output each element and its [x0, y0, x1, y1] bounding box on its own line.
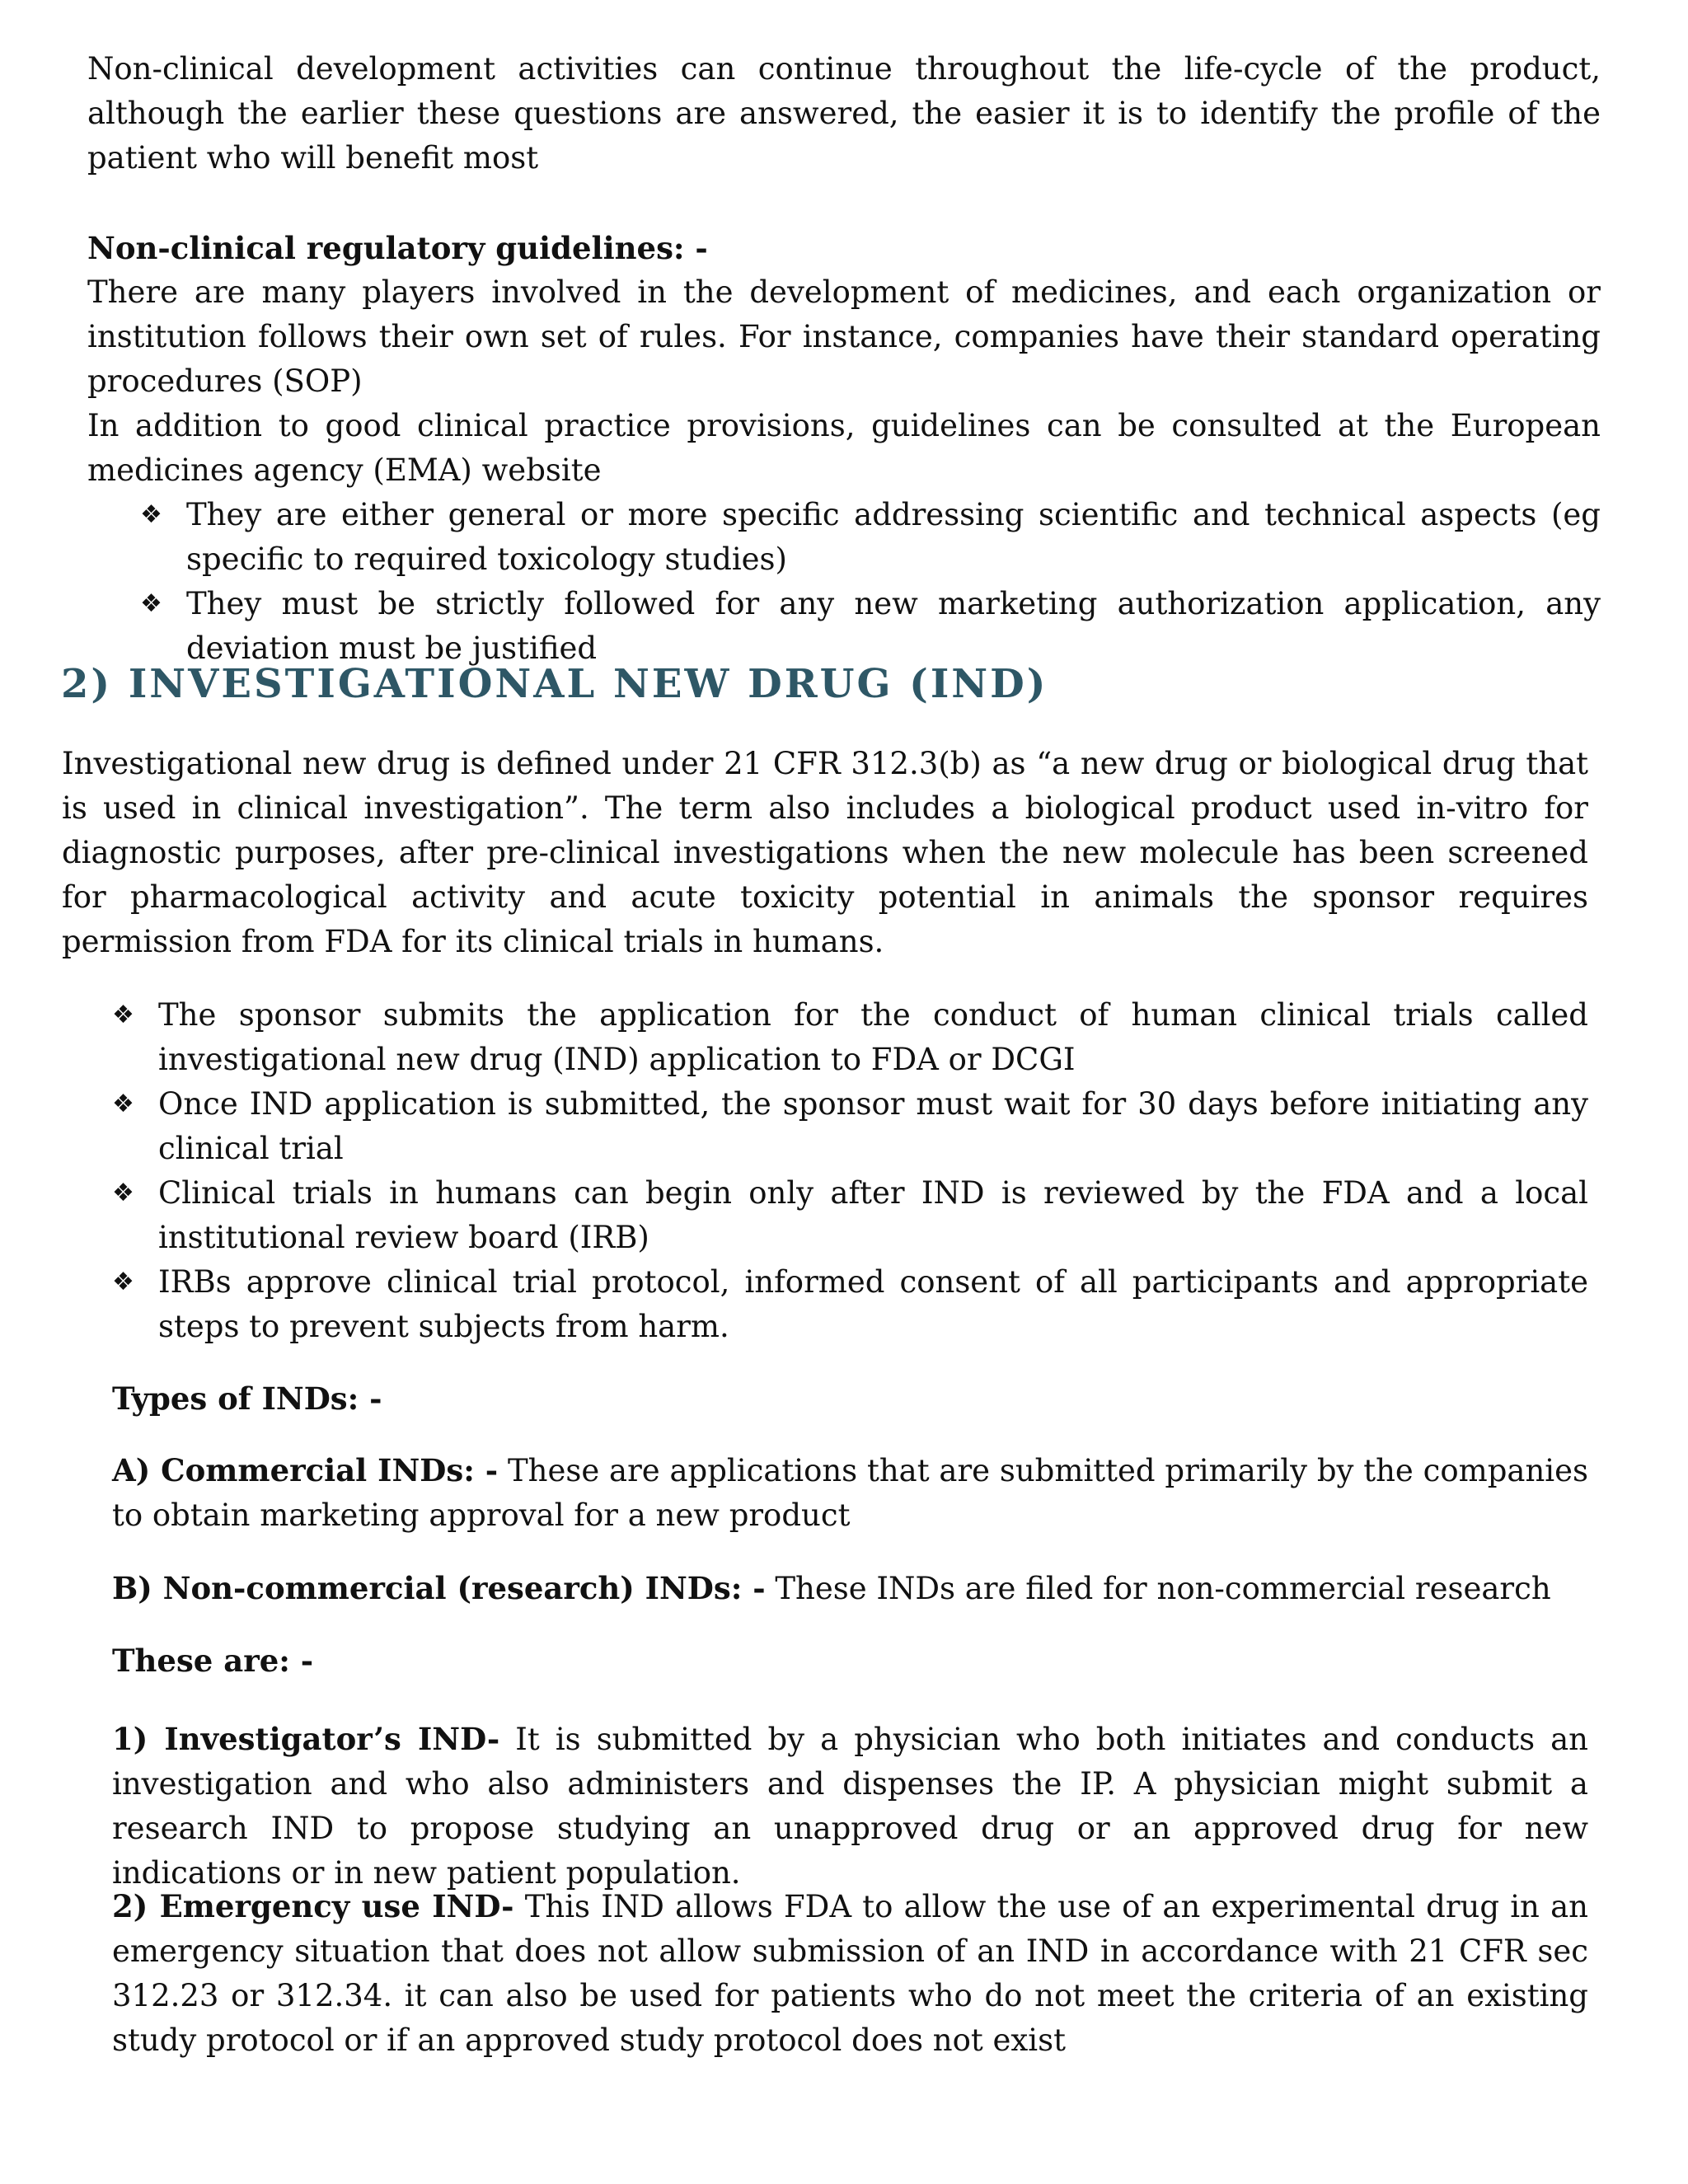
emergency-ind-paragraph — [112, 1884, 1588, 2063]
ind-definition-paragraph: Investigational new drug is defined under 21 CFR 312.3(b) as “a new drug or biological drug that is used in clinical investigation”. The term also includes a biological product used in-vitro for diagnostic purposes, after pre-clinical investigations when the new molecule has been screened for pharmacological activity and acute toxicity potential in animals the sponsor requires permission from FDA for its clinical trials in humans. — [62, 746, 1588, 959]
list-item: ❖ The sponsor submits the application for the conduct of human clinical trials called investigational new drug (IND) application to FDA or DCGI — [112, 993, 1588, 1082]
emergency-ind-text: This IND allows FDA to allow the use of an experimental drug in an emergency situation that does not allow submission of an IND in accordance with 21 CFR sec 312.23 or 312.34. it can also be used for patients who do not meet the criteria of an existing study protocol or if an approved study protocol does not exist — [112, 1889, 1588, 2058]
diamond-bullet-icon: ❖ — [140, 500, 162, 529]
investigator-ind-text: It is submitted by a physician who both initiates and conducts an investigation and who also administers and dispenses the IP. A physician might submit a research IND to propose studying an unapproved drug or an approved drug for new indications or in new patient population. — [112, 1722, 1589, 1891]
guidelines-title: Non-clinical regulatory guidelines: - — [87, 230, 708, 266]
list-item: ❖ IRBs approve clinical trial protocol, informed consent of all participants and appropriate steps to prevent subjects from harm. — [112, 1260, 1588, 1349]
intro-text: Non-clinical development activities can continue throughout the life-cycle of the product, although the earlier these questions are answered, the easier it is to identify the profile of the patient who will benefit most — [87, 51, 1601, 176]
type-a-label: A) Commercial INDs: - — [112, 1452, 499, 1488]
type-a-paragraph — [112, 1448, 1588, 1538]
ind-bullet-list — [112, 993, 1588, 1349]
guidelines-paragraph-2: In addition to good clinical practice provisions, guidelines can be consulted at the European medicines agency (EMA) website — [87, 408, 1601, 488]
diamond-bullet-icon: ❖ — [112, 1090, 134, 1118]
investigator-ind-label: 1) Investigator’s IND- — [112, 1721, 500, 1757]
type-b-label: B) Non-commercial (research) INDs: - — [112, 1570, 766, 1606]
list-item: ❖ Clinical trials in humans can begin only after IND is reviewed by the FDA and a local institutional review board (IRB) — [112, 1171, 1588, 1260]
diamond-bullet-icon: ❖ — [112, 1001, 134, 1029]
guidelines-section — [87, 226, 1601, 671]
diamond-bullet-icon: ❖ — [112, 1268, 134, 1296]
guidelines-bullet-list — [140, 493, 1601, 671]
diamond-bullet-icon: ❖ — [140, 589, 162, 618]
type-b-text: These INDs are filed for non-commercial research — [765, 1571, 1551, 1606]
list-item: ❖ They must be strictly followed for any new marketing authorization application, any deviation must be justified — [140, 582, 1601, 671]
list-item: ❖ They are either general or more specific addressing scientific and technical aspects (eg specific to required toxicology studies) — [140, 493, 1601, 582]
list-item: ❖ Once IND application is submitted, the sponsor must wait for 30 days before initiating any clinical trial — [112, 1082, 1588, 1171]
emergency-ind-label: 2) Emergency use IND- — [112, 1888, 514, 1924]
diamond-bullet-icon: ❖ — [112, 1179, 134, 1207]
investigator-ind-paragraph — [112, 1717, 1588, 1896]
section-heading: 2) INVESTIGATIONAL NEW DRUG (IND) — [61, 661, 1048, 707]
type-b-paragraph — [112, 1566, 1588, 1611]
types-title: Types of INDs: - — [112, 1380, 382, 1417]
these-are-label: These are: - — [112, 1643, 314, 1679]
intro-paragraph — [87, 47, 1601, 180]
ind-bullets-section — [112, 993, 1588, 1349]
type-a-text: These are applications that are submitted primarily by the companies to obtain marketing approval for a new product — [112, 1453, 1588, 1533]
guidelines-paragraph-1: There are many players involved in the development of medicines, and each organization or institution follows their own set of rules. For instance, companies have their standard operating procedures (SOP) — [87, 274, 1601, 399]
